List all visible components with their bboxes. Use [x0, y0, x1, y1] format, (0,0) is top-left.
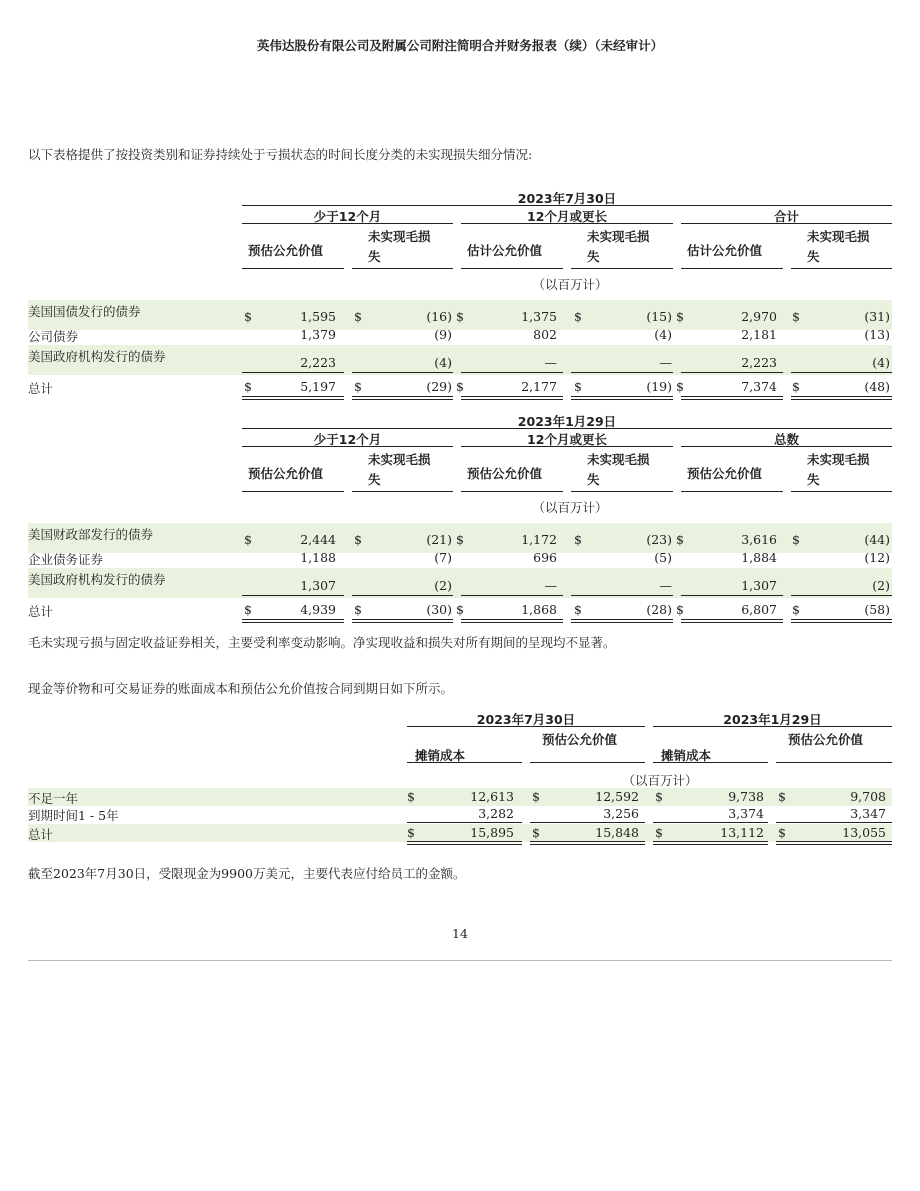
- table-cell-value: (44): [864, 532, 890, 547]
- currency-symbol: $: [655, 789, 663, 804]
- subtotal-rule: [653, 822, 768, 823]
- table-cell-value: 1,595: [300, 309, 336, 324]
- column-group-header: 12个月或更长: [527, 432, 607, 447]
- currency-symbol: $: [574, 379, 582, 394]
- currency-symbol: $: [354, 309, 362, 324]
- currency-symbol: $: [456, 532, 464, 547]
- row-label: 美国财政部发行的债券: [28, 527, 154, 542]
- currency-symbol: $: [655, 825, 663, 840]
- table-cell-value: 6,807: [741, 602, 777, 617]
- total-double-rule: [681, 396, 783, 400]
- currency-symbol: $: [778, 825, 786, 840]
- currency-symbol: $: [244, 602, 252, 617]
- row-label: 总计: [28, 381, 54, 396]
- total-double-rule: [530, 841, 645, 845]
- subtotal-rule: [461, 595, 563, 596]
- row-label: 总计: [28, 604, 54, 619]
- fair-value-header: 估计公允价值: [467, 243, 543, 258]
- total-double-rule: [571, 396, 673, 400]
- header-rule: [681, 491, 783, 492]
- subtotal-rule: [242, 372, 344, 373]
- table-cell-value: 2,970: [741, 309, 777, 324]
- currency-symbol: $: [574, 532, 582, 547]
- page-number: 14: [452, 926, 468, 941]
- table-cell-value: 1,307: [741, 578, 777, 593]
- currency-symbol: $: [244, 379, 252, 394]
- currency-symbol: $: [354, 602, 362, 617]
- total-double-rule: [791, 619, 892, 623]
- header-rule: [407, 726, 645, 727]
- header-rule: [681, 223, 892, 224]
- total-double-rule: [352, 396, 453, 400]
- total-double-rule: [352, 619, 453, 623]
- row-label: 美国国债发行的债券: [28, 304, 141, 319]
- table-cell-value: 13,112: [720, 825, 764, 840]
- table-cell-value: 15,895: [470, 825, 514, 840]
- row-label: 总计: [28, 827, 54, 842]
- currency-symbol: $: [456, 602, 464, 617]
- header-rule: [407, 762, 522, 763]
- currency-symbol: $: [676, 309, 684, 324]
- table-cell-value: (15): [646, 309, 672, 324]
- total-double-rule: [242, 619, 344, 623]
- header-rule: [242, 268, 344, 269]
- total-double-rule: [776, 841, 892, 845]
- header-rule: [461, 491, 563, 492]
- subtotal-rule: [571, 372, 673, 373]
- total-double-rule: [791, 396, 892, 400]
- table-date-header: 2023年7月30日: [517, 191, 617, 206]
- page-title: 英伟达股份有限公司及附属公司附注简明合并财务报表（续）（未经审计）: [256, 38, 664, 53]
- row-label: 到期时间1 - 5年: [28, 808, 119, 823]
- currency-symbol: $: [354, 532, 362, 547]
- table-cell-value: (2): [872, 578, 890, 593]
- table-cell-value: 15,848: [595, 825, 639, 840]
- subtotal-rule: [791, 595, 892, 596]
- header-rule: [461, 446, 673, 447]
- header-rule: [776, 762, 892, 763]
- header-rule: [681, 268, 783, 269]
- table-date-header: 2023年1月29日: [517, 414, 617, 429]
- table-cell-value: 1,172: [521, 532, 557, 547]
- total-double-rule: [461, 619, 563, 623]
- total-double-rule: [407, 841, 522, 845]
- header-rule: [352, 268, 453, 269]
- table-cell-value: (29): [426, 379, 452, 394]
- subtotal-rule: [407, 822, 522, 823]
- table-cell-value: (7): [434, 550, 452, 565]
- table-cell-value: —: [659, 578, 672, 593]
- header-rule: [791, 268, 892, 269]
- table-cell-value: 696: [533, 550, 557, 565]
- table-cell-value: 802: [533, 327, 557, 342]
- total-double-rule: [681, 619, 783, 623]
- currency-symbol: $: [792, 602, 800, 617]
- table-cell-value: 2,223: [741, 355, 777, 370]
- table-cell-value: 3,616: [741, 532, 777, 547]
- total-double-rule: [653, 841, 768, 845]
- table-cell-value: (58): [864, 602, 890, 617]
- currency-symbol: $: [778, 789, 786, 804]
- currency-symbol: $: [532, 825, 540, 840]
- table-cell-value: 2,444: [300, 532, 336, 547]
- currency-symbol: $: [407, 789, 415, 804]
- header-rule: [791, 491, 892, 492]
- table-cell-value: (30): [426, 602, 452, 617]
- fair-value-header: 预估公允价值: [248, 466, 324, 481]
- subtotal-rule: [242, 595, 344, 596]
- column-group-header: 合计: [773, 209, 799, 224]
- currency-symbol: $: [532, 789, 540, 804]
- header-rule: [530, 762, 645, 763]
- table-cell-value: (16): [426, 309, 452, 324]
- currency-symbol: $: [792, 379, 800, 394]
- subtotal-rule: [352, 595, 453, 596]
- table-cell-value: 3,282: [478, 806, 514, 821]
- table-cell-value: 1,375: [521, 309, 557, 324]
- table-cell-value: (4): [434, 355, 452, 370]
- unit-note: （以百万计）: [622, 773, 698, 788]
- subtotal-rule: [530, 822, 645, 823]
- column-group-header: 少于12个月: [313, 432, 382, 447]
- currency-symbol: $: [792, 532, 800, 547]
- currency-symbol: $: [792, 309, 800, 324]
- header-rule: [461, 268, 563, 269]
- table-cell-value: (48): [864, 379, 890, 394]
- header-rule: [653, 726, 892, 727]
- row-label: 公司债券: [28, 329, 79, 344]
- maturity-table-intro: 现金等价物和可交易证券的账面成本和预估公允价值按合同到期日如下所示。: [28, 681, 454, 696]
- fair-value-header: 预估公允价值: [788, 732, 864, 747]
- table-cell-value: 3,256: [603, 806, 639, 821]
- currency-symbol: $: [676, 379, 684, 394]
- row-label: 不足一年: [28, 791, 79, 806]
- table-cell-value: —: [659, 355, 672, 370]
- currency-symbol: $: [244, 309, 252, 324]
- table-cell-value: (28): [646, 602, 672, 617]
- table-cell-value: (13): [864, 327, 890, 342]
- table-cell-value: (19): [646, 379, 672, 394]
- fair-value-header: 预估公允价值: [248, 243, 324, 258]
- table-cell-value: 2,181: [741, 327, 777, 342]
- table-cell-value: (12): [864, 550, 890, 565]
- table-cell-value: (23): [646, 532, 672, 547]
- unrealized-loss-note: 毛未实现亏损与固定收益证券相关，主要受利率变动影响。净实现收益和损失对所有期间的呈现均不显著。: [28, 635, 616, 650]
- row-label: 美国政府机构发行的债券: [28, 572, 166, 587]
- footer-divider: [28, 960, 892, 961]
- unrealized-loss-header: 未实现毛损失: [807, 229, 870, 264]
- table-cell-value: 4,939: [300, 602, 336, 617]
- subtotal-rule: [776, 822, 892, 823]
- currency-symbol: $: [407, 825, 415, 840]
- subtotal-rule: [571, 595, 673, 596]
- unrealized-loss-header: 未实现毛损失: [368, 452, 431, 487]
- header-rule: [242, 446, 453, 447]
- total-double-rule: [242, 396, 344, 400]
- currency-symbol: $: [354, 379, 362, 394]
- header-rule: [571, 268, 673, 269]
- currency-symbol: $: [574, 602, 582, 617]
- row-label: 美国政府机构发行的债券: [28, 349, 166, 364]
- header-rule: [461, 223, 673, 224]
- table1-intro: 以下表格提供了按投资类别和证券持续处于亏损状态的时间长度分类的未实现损失细分情况:: [28, 147, 533, 162]
- header-rule: [242, 205, 892, 206]
- table-cell-value: 2,177: [521, 379, 557, 394]
- currency-symbol: $: [676, 602, 684, 617]
- table-cell-value: 9,738: [728, 789, 764, 804]
- table-cell-value: —: [544, 355, 557, 370]
- fair-value-header: 预估公允价值: [542, 732, 618, 747]
- header-rule: [653, 762, 768, 763]
- header-rule: [242, 428, 892, 429]
- total-double-rule: [571, 619, 673, 623]
- table-cell-value: 5,197: [300, 379, 336, 394]
- table-cell-value: (5): [654, 550, 672, 565]
- header-rule: [681, 446, 892, 447]
- column-group-header: 12个月或更长: [527, 209, 607, 224]
- table-cell-value: 13,055: [842, 825, 886, 840]
- amortized-cost-header: 摊销成本: [415, 748, 466, 763]
- table-cell-value: 9,708: [850, 789, 886, 804]
- table-cell-value: 1,868: [521, 602, 557, 617]
- table-cell-value: (21): [426, 532, 452, 547]
- subtotal-rule: [352, 372, 453, 373]
- table-cell-value: 3,347: [850, 806, 886, 821]
- unit-note: （以百万计）: [532, 500, 608, 515]
- row-label: 企业债务证券: [28, 552, 104, 567]
- table-cell-value: 7,374: [741, 379, 777, 394]
- table-date-header: 2023年7月30日: [476, 712, 576, 727]
- fair-value-header: 预估公允价值: [467, 466, 543, 481]
- subtotal-rule: [791, 372, 892, 373]
- unrealized-loss-header: 未实现毛损失: [807, 452, 870, 487]
- table-cell-value: 1,884: [741, 550, 777, 565]
- column-group-header: 总数: [773, 432, 799, 447]
- table-cell-value: 1,307: [300, 578, 336, 593]
- table-cell-value: 12,613: [470, 789, 514, 804]
- subtotal-rule: [681, 595, 783, 596]
- table-cell-value: 1,379: [300, 327, 336, 342]
- header-rule: [242, 223, 453, 224]
- unit-note: （以百万计）: [532, 277, 608, 292]
- header-rule: [352, 491, 453, 492]
- fair-value-header: 预估公允价值: [687, 466, 763, 481]
- unrealized-loss-header: 未实现毛损失: [368, 229, 431, 264]
- table-cell-value: 2,223: [300, 355, 336, 370]
- table-cell-value: —: [544, 578, 557, 593]
- unrealized-loss-header: 未实现毛损失: [587, 229, 650, 264]
- table-cell-value: (2): [434, 578, 452, 593]
- currency-symbol: $: [456, 309, 464, 324]
- unrealized-loss-header: 未实现毛损失: [587, 452, 650, 487]
- currency-symbol: $: [456, 379, 464, 394]
- table-cell-value: (4): [654, 327, 672, 342]
- currency-symbol: $: [574, 309, 582, 324]
- total-double-rule: [461, 396, 563, 400]
- currency-symbol: $: [244, 532, 252, 547]
- restricted-cash-note: 截至2023年7月30日，受限现金为9900万美元，主要代表应付给员工的金额。: [28, 866, 466, 881]
- table-cell-value: 12,592: [595, 789, 639, 804]
- header-rule: [571, 491, 673, 492]
- table-cell-value: (4): [872, 355, 890, 370]
- fair-value-header: 估计公允价值: [687, 243, 763, 258]
- table-date-header: 2023年1月29日: [723, 712, 822, 727]
- subtotal-rule: [461, 372, 563, 373]
- table-cell-value: 1,188: [300, 550, 336, 565]
- column-group-header: 少于12个月: [313, 209, 382, 224]
- subtotal-rule: [681, 372, 783, 373]
- table-cell-value: (31): [864, 309, 890, 324]
- table-cell-value: (9): [434, 327, 452, 342]
- header-rule: [242, 491, 344, 492]
- currency-symbol: $: [676, 532, 684, 547]
- table-cell-value: 3,374: [728, 806, 764, 821]
- amortized-cost-header: 摊销成本: [661, 748, 712, 763]
